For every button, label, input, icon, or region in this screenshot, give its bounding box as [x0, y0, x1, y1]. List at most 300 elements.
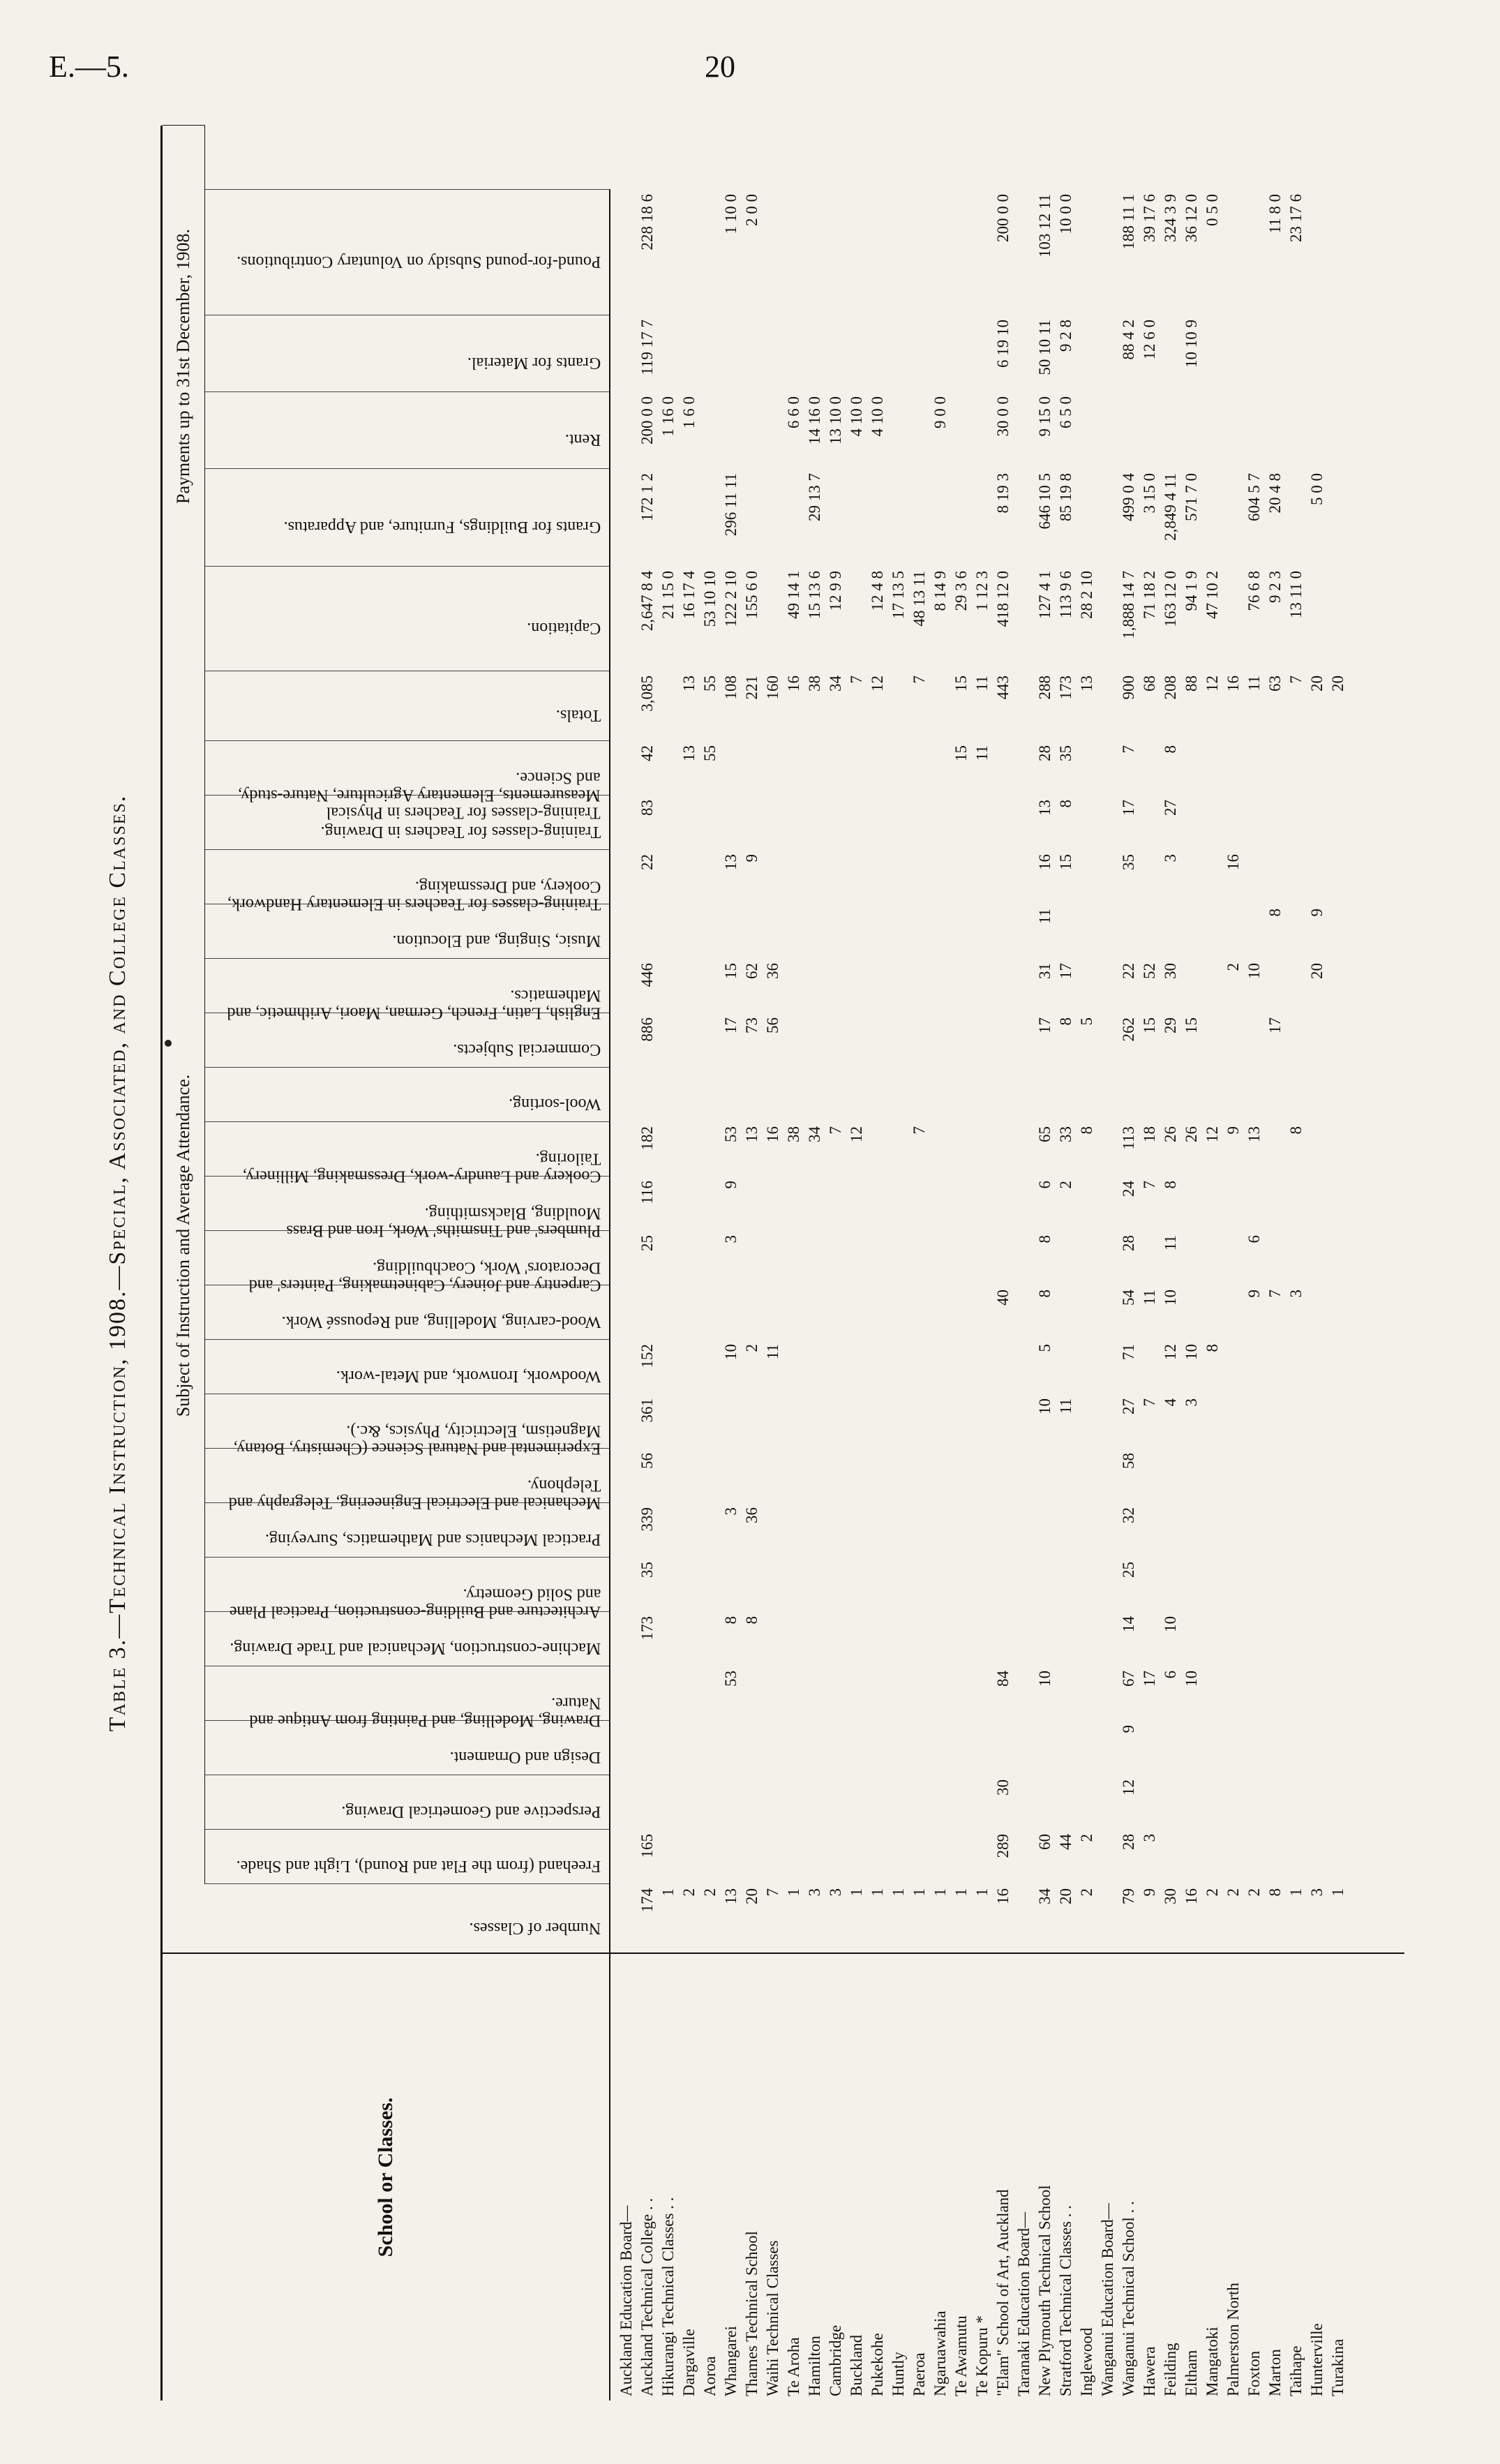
column-header-label: Commercial Subjects.: [453, 1040, 601, 1059]
table-cell: 1 16 0: [659, 396, 677, 437]
table-cell: 36: [764, 963, 781, 979]
table-cell: 36 12 0: [1183, 194, 1200, 242]
table-cell: 12: [1162, 1344, 1179, 1360]
table-row: [888, 126, 909, 2400]
table-cell: 2: [1224, 1888, 1242, 1897]
table-cell: 7: [1266, 1290, 1284, 1298]
table-cell: 94 1 9: [1183, 571, 1200, 611]
table-cell: 5: [1078, 1017, 1095, 1026]
school-name: Stratford Technical Classes . .: [1057, 2205, 1074, 2396]
table-row: [679, 126, 700, 2400]
school-name: Ngaruawahia: [931, 2310, 949, 2396]
table-cell: 119 17 7: [638, 320, 656, 375]
table-cell: 10: [1162, 1616, 1179, 1632]
table-row: [1035, 126, 1056, 2400]
table-cell: 88: [1183, 675, 1200, 692]
table-cell: 12: [1203, 675, 1221, 692]
table-row: [951, 126, 972, 2400]
table-cell: 34: [806, 1126, 823, 1142]
table-cell: 8: [1057, 800, 1074, 808]
table-cell: 1: [952, 1888, 970, 1897]
table-cell: 8: [1266, 909, 1284, 917]
table-cell: 2: [701, 1888, 719, 1897]
table-cell: 12 4 8: [869, 571, 886, 611]
table-cell: 15: [952, 745, 970, 761]
table-cell: 84: [994, 1671, 1012, 1687]
table-cell: 160: [764, 675, 781, 700]
table-cell: 4: [1162, 1398, 1179, 1407]
table-cell: 3: [1183, 1398, 1200, 1407]
column-header-label: Machine-construction, Mechanical and Trade Drawing.: [230, 1639, 601, 1658]
table-cell: 23 17 6: [1287, 194, 1305, 242]
table-cell: 12: [869, 675, 886, 692]
table-cell: 12: [1203, 1126, 1221, 1142]
table-cell: 604 5 7: [1245, 473, 1263, 521]
table-cell: 2 0 0: [743, 194, 760, 226]
school-name: Aoroa: [701, 2356, 719, 2396]
column-header-23: [163, 671, 610, 741]
school-name: Taihape: [1287, 2345, 1305, 2396]
table-cell: 1: [659, 1888, 677, 1897]
column-header-25: [204, 468, 610, 567]
table-cell: 28: [1120, 1235, 1137, 1251]
table-cell: 9: [1245, 1290, 1263, 1298]
table-cell: 1: [1287, 1888, 1305, 1897]
school-name: Hamilton: [806, 2336, 823, 2396]
table-cell: 8: [743, 1616, 760, 1625]
table-cell: 42: [638, 745, 656, 761]
table-cell: 17: [1057, 963, 1074, 979]
table-cell: 8 14 9: [931, 571, 949, 611]
table-cell: 1: [869, 1888, 886, 1897]
table-cell: 3: [722, 1507, 740, 1516]
table-cell: 3: [1287, 1290, 1305, 1298]
table-cell: 20: [1308, 675, 1326, 692]
table-cell: 58: [1120, 1453, 1137, 1469]
table-cell: 38: [785, 1126, 802, 1142]
table-cell: 5 0 0: [1308, 473, 1326, 505]
table-cell: 1: [890, 1888, 907, 1897]
table-cell: 9: [1120, 1725, 1137, 1733]
table-cell: 15: [952, 675, 970, 692]
table-cell: 2: [1245, 1888, 1263, 1897]
table-cell: 17: [1266, 1017, 1284, 1033]
column-header-label: Cookery and Laundry-work, Dressmaking, Millinery, Tailoring.: [242, 1149, 601, 1186]
table-row: [700, 126, 721, 2400]
table-cell: 8: [1203, 1344, 1221, 1352]
table-cell: 14 16 0: [806, 396, 823, 445]
table-cell: 2,647 8 4: [638, 571, 656, 632]
column-header-18: [204, 958, 610, 1022]
table-cell: 53: [722, 1126, 740, 1142]
column-header-label: Freehand (from the Flat and Round), Light and Shade.: [236, 1857, 601, 1876]
school-name: Thames Technical School: [743, 2231, 760, 2396]
table-row: [909, 126, 930, 2400]
table-cell: 49 14 1: [785, 571, 802, 619]
table-cell: 76 6 8: [1245, 571, 1263, 611]
table-cell: 14: [1120, 1616, 1137, 1632]
table-row: [1077, 126, 1097, 2400]
table-cell: 228 18 6: [638, 194, 656, 251]
table-cell: 3,085: [638, 675, 656, 712]
school-name: Eltham: [1183, 2350, 1200, 2396]
table-cell: 1,888 14 7: [1120, 571, 1137, 639]
table-cell: 16: [1224, 854, 1242, 870]
table-cell: 446: [638, 963, 656, 987]
table-cell: 16: [785, 675, 802, 692]
table-cell: 152: [638, 1344, 656, 1368]
table-cell: 1: [973, 1888, 991, 1897]
column-header-7: [204, 1557, 610, 1621]
table-cell: 7: [1120, 745, 1137, 754]
table-cell: 28 2 10: [1078, 571, 1095, 619]
column-header-label: Totals.: [555, 706, 601, 725]
table-cell: 20 4 8: [1266, 473, 1284, 514]
column-header-label: Pound-for-pound Subsidy on Voluntary Contributions.: [237, 253, 601, 271]
subjects-group-header: Subject of Instruction and Average Attendance.: [163, 606, 205, 1884]
table-cell: 13: [680, 675, 698, 692]
table-cell: 9 0 0: [931, 396, 949, 428]
table-cell: 30: [1162, 1888, 1179, 1904]
school-name: Buckland: [848, 2334, 865, 2396]
table-cell: 32: [1120, 1507, 1137, 1523]
table-row: [1244, 126, 1265, 2400]
table-cell: 12: [1120, 1779, 1137, 1795]
table-cell: 11: [764, 1344, 781, 1360]
table-cell: 9 15 0: [1036, 396, 1053, 437]
table-row: [1056, 126, 1077, 2400]
table-cell: 26: [1162, 1126, 1179, 1142]
table-cell: 12: [848, 1126, 865, 1142]
table-cell: 63: [1266, 675, 1284, 692]
table-cell: 2: [1224, 963, 1242, 971]
table-cell: 13: [680, 745, 698, 761]
table-cell: 16: [1183, 1888, 1200, 1904]
table-cell: 900: [1120, 675, 1137, 700]
column-header-label: Grants for Buildings, Furniture, and Apparatus.: [283, 518, 601, 537]
school-name: Cambridge: [827, 2324, 844, 2396]
table-cell: 361: [638, 1398, 656, 1423]
table-cell: 9: [1308, 909, 1326, 917]
table-cell: 33: [1057, 1126, 1074, 1142]
table-cell: 18: [1141, 1126, 1158, 1142]
table-cell: 3 15 0: [1141, 473, 1158, 514]
table-cell: 17: [722, 1017, 740, 1033]
column-header-5: [204, 1666, 610, 1730]
table-cell: 4 10 0: [869, 396, 886, 437]
table-cell: 35: [1057, 745, 1074, 761]
school-name: Marton: [1266, 2349, 1284, 2396]
column-header-24: [204, 566, 610, 671]
table-cell: 17: [1141, 1671, 1158, 1687]
column-header-label: Practical Mechanics and Mathematics, Surveying.: [264, 1530, 601, 1549]
table-cell: 60: [1036, 1834, 1053, 1850]
table-cell: 17: [1120, 800, 1137, 816]
table-cell: 79: [1120, 1888, 1137, 1904]
table-cell: 34: [1036, 1888, 1053, 1904]
table-cell: 35: [1120, 854, 1137, 870]
table-cell: 20: [1057, 1888, 1074, 1904]
table-cell: 39 17 6: [1141, 194, 1158, 242]
table-cell: 25: [638, 1235, 656, 1251]
table-cell: 886: [638, 1017, 656, 1042]
table-cell: 3: [1162, 854, 1179, 863]
table-cell: 53 10 10: [701, 571, 719, 627]
table-cell: 15: [722, 963, 740, 979]
table-cell: 0 5 0: [1203, 194, 1221, 226]
table-cell: 443: [994, 675, 1012, 700]
table-cell: 9: [743, 854, 760, 863]
column-header-label: Rent.: [564, 431, 601, 449]
table-cell: 20: [743, 1888, 760, 1904]
table-cell: 21 15 0: [659, 571, 677, 619]
table-cell: 48 13 11: [910, 571, 928, 627]
column-header-label: Design and Ornament.: [449, 1748, 601, 1767]
table-cell: 9: [1224, 1126, 1242, 1135]
table-cell: 68: [1141, 675, 1158, 692]
table-cell: 208: [1162, 675, 1179, 700]
school-name: Wanganui Technical School . .: [1120, 2201, 1137, 2396]
table-cell: 13: [722, 854, 740, 870]
table-cell: 296 11 11: [722, 473, 740, 537]
table-cell: 15: [1183, 1017, 1200, 1033]
table-cell: 221: [743, 675, 760, 700]
table-cell: 73: [743, 1017, 760, 1033]
table-cell: 20: [1329, 675, 1347, 692]
table-cell: 571 7 0: [1183, 473, 1200, 521]
table-cell: 55: [701, 675, 719, 692]
table-cell: 2,849 4 11: [1162, 473, 1179, 541]
table-cell: 7: [910, 675, 928, 684]
table-cell: 9: [722, 1181, 740, 1189]
table-cell: 122 2 10: [722, 571, 740, 627]
table-cell: 8 19 3: [994, 473, 1012, 514]
table-cell: 9 2 3: [1266, 571, 1284, 603]
school-name: Taranaki Education Board—: [1015, 2211, 1033, 2396]
table-cell: 3: [722, 1235, 740, 1244]
table-cell: 8: [722, 1616, 740, 1625]
table-cell: 2: [1203, 1888, 1221, 1897]
table-cell: 36: [743, 1507, 760, 1523]
school-name: Te Awamutu: [952, 2315, 970, 2396]
column-header-label: Grants for Material.: [467, 354, 601, 373]
payments-group-header: Payments up to 31st December, 1908.: [163, 125, 205, 607]
column-header-label: Training-classes for Teachers in Physical Measurements, Elementary Agriculture, Nature-study, and Science.: [238, 768, 601, 822]
table-cell: 22: [638, 854, 656, 870]
column-header-label: Experimental and Natural Science (Chemistry, Botany, Magnetism, Electricity, Physics, &c.).: [233, 1421, 601, 1458]
school-name: Foxton: [1245, 2350, 1263, 2396]
column-header-label: Drawing, Modelling, and Painting from Antique and Nature.: [249, 1694, 601, 1730]
table-cell: 10: [1183, 1344, 1200, 1360]
table-cell: 6: [1245, 1235, 1263, 1244]
school-name: Auckland Education Board—: [617, 2205, 635, 2396]
table-cell: 13: [722, 1888, 740, 1904]
table-cell: 7: [848, 675, 865, 684]
table-cell: 163 12 0: [1162, 571, 1179, 627]
table-cell: 182: [638, 1126, 656, 1151]
school-name: Waihi Technical Classes: [764, 2240, 781, 2396]
table-cell: 8: [1287, 1126, 1305, 1135]
table-cell: 200 0 0: [994, 194, 1012, 242]
column-header-label: Perspective and Geometrical Drawing.: [341, 1802, 601, 1821]
school-name: Hikurangi Technical Classes . .: [659, 2197, 677, 2396]
table-row: [846, 126, 867, 2400]
column-header-1: [163, 1883, 610, 1954]
school-name: Wanganui Education Board—: [1099, 2203, 1116, 2396]
table-cell: 2: [1057, 1181, 1074, 1189]
table-cell: 113: [1120, 1126, 1137, 1150]
table-cell: 11: [1057, 1398, 1074, 1414]
table-cell: 174: [638, 1888, 656, 1913]
table-cell: 34: [827, 675, 844, 692]
table-cell: 27: [1120, 1398, 1137, 1414]
table-cell: 172 1 2: [638, 473, 656, 521]
table-cell: 1 12 3: [973, 571, 991, 611]
table-cell: 15: [1057, 854, 1074, 870]
table-cell: 16: [1036, 854, 1053, 870]
statistics-table: [160, 126, 1404, 2400]
school-name: Inglewood: [1078, 2327, 1095, 2396]
table-cell: 113 9 6: [1057, 571, 1074, 619]
table-cell: 418 12 0: [994, 571, 1012, 627]
table-cell: 15: [1141, 1017, 1158, 1033]
column-header-16: [204, 1067, 610, 1122]
school-name: Huntly: [890, 2352, 907, 2396]
table-cell: 16: [764, 1126, 781, 1142]
school-name: Hawera: [1141, 2346, 1158, 2396]
table-cell: 26: [1183, 1126, 1200, 1142]
column-header-27: [204, 315, 610, 392]
table-cell: 16: [1224, 675, 1242, 692]
table-row: [1014, 126, 1035, 2400]
table-cell: 13 11 0: [1287, 571, 1305, 619]
table-cell: 7: [1287, 675, 1305, 684]
table-cell: 127 4 1: [1036, 571, 1053, 619]
table-cell: 6 19 10: [994, 320, 1012, 368]
table-row: [867, 126, 888, 2400]
table-cell: 30: [994, 1779, 1012, 1795]
table-cell: 13: [743, 1126, 760, 1142]
table-cell: 10: [1245, 963, 1263, 979]
table-row: [804, 126, 825, 2400]
table-cell: 38: [806, 675, 823, 692]
school-name: Te Kopuru *: [973, 2315, 991, 2396]
table-cell: 27: [1162, 800, 1179, 816]
column-header-label: Music, Singing, and Elocution.: [392, 932, 601, 950]
table-cell: 6 6 0: [785, 396, 802, 428]
table-cell: 53: [722, 1671, 740, 1687]
column-header-label: Architecture and Building-construction, Practical Plane and Solid Geometry.: [229, 1585, 601, 1621]
table-cell: 30 0 0: [994, 396, 1012, 437]
table-cell: 67: [1120, 1671, 1137, 1687]
table-cell: 188 11 1: [1120, 194, 1137, 250]
column-header-label: Number of Classes.: [469, 1919, 601, 1938]
column-header-2: [204, 1829, 610, 1884]
column-header-label: Wood-carving, Modelling, and Repoussé Work.: [281, 1313, 601, 1331]
school-name: Dargaville: [680, 2329, 698, 2396]
table-cell: 3: [1141, 1834, 1158, 1842]
table-cell: 24: [1120, 1181, 1137, 1197]
column-header-26: [204, 391, 610, 469]
table-cell: 8: [1162, 745, 1179, 754]
table-cell: 3: [827, 1888, 844, 1897]
table-cell: 13: [1078, 675, 1095, 692]
table-cell: 11: [1162, 1235, 1179, 1251]
school-name: Turakina: [1329, 2338, 1347, 2396]
table-cell: 8: [1057, 1017, 1074, 1026]
table-cell: 7: [1141, 1181, 1158, 1189]
page-reference: E.—5.: [49, 50, 129, 84]
column-header-3: [204, 1775, 610, 1830]
table-cell: 71 18 2: [1141, 571, 1158, 619]
school-column-header: School or Classes.: [163, 1954, 610, 2400]
table-row: [972, 126, 993, 2400]
column-header-label: Woodwork, Ironwork, and Metal-work.: [336, 1367, 601, 1386]
column-header-label: English, Latin, French, German, Maori, Arithmetic, and Mathematics.: [227, 986, 601, 1022]
table-row: [637, 126, 658, 2400]
table-cell: 12 6 0: [1141, 320, 1158, 360]
table-cell: 35: [638, 1562, 656, 1578]
table-cell: 116: [638, 1181, 656, 1204]
table-cell: 17: [1036, 1017, 1053, 1033]
table-cell: 54: [1120, 1290, 1137, 1306]
table-row: [658, 126, 679, 2400]
table-cell: 10 10 9: [1183, 320, 1200, 368]
table-row: [1265, 126, 1286, 2400]
table-cell: 3: [806, 1888, 823, 1897]
school-name: Auckland Technical College . .: [638, 2197, 656, 2396]
table-cell: 4 10 0: [848, 396, 865, 437]
table-cell: 324 3 9: [1162, 194, 1179, 242]
table-cell: 11: [1036, 909, 1053, 925]
table-row: [763, 126, 783, 2400]
table-cell: 5: [1036, 1344, 1053, 1352]
table-row: [825, 126, 846, 2400]
column-header-28: [204, 189, 610, 315]
table-cell: 50 10 11: [1036, 320, 1053, 375]
table-cell: 55: [701, 745, 719, 761]
school-name: New Plymouth Technical School: [1036, 2185, 1053, 2396]
table-cell: 71: [1120, 1344, 1137, 1360]
table-cell: 1: [848, 1888, 865, 1897]
table-cell: 13 10 0: [827, 396, 844, 445]
column-header-11: [204, 1339, 610, 1394]
table-cell: 173: [1057, 675, 1074, 700]
table-cell: 108: [722, 675, 740, 700]
rotated-table-page: [105, 126, 1416, 2400]
table-cell: 9 2 8: [1057, 320, 1074, 352]
school-name: Paeroa: [910, 2352, 928, 2396]
table-cell: 62: [743, 963, 760, 979]
table-cell: 6: [1162, 1671, 1179, 1679]
table-row: [1286, 126, 1307, 2400]
table-cell: 7: [1141, 1398, 1158, 1407]
table-cell: 7: [910, 1126, 928, 1135]
table-cell: 13: [1036, 800, 1053, 816]
table-row: [1307, 126, 1328, 2400]
table-cell: 289: [994, 1834, 1012, 1858]
table-row: [1118, 126, 1139, 2400]
table-cell: 8: [1036, 1235, 1053, 1244]
table-cell: 13: [1245, 1126, 1263, 1142]
table-cell: 17 13 5: [890, 571, 907, 619]
table-row: [1223, 126, 1244, 2400]
table-cell: 16 17 4: [680, 571, 698, 619]
table-cell: 10: [1036, 1398, 1053, 1414]
table-cell: 56: [764, 1017, 781, 1033]
column-header-label: Capitation.: [527, 619, 601, 638]
table-cell: 262: [1120, 1017, 1137, 1042]
